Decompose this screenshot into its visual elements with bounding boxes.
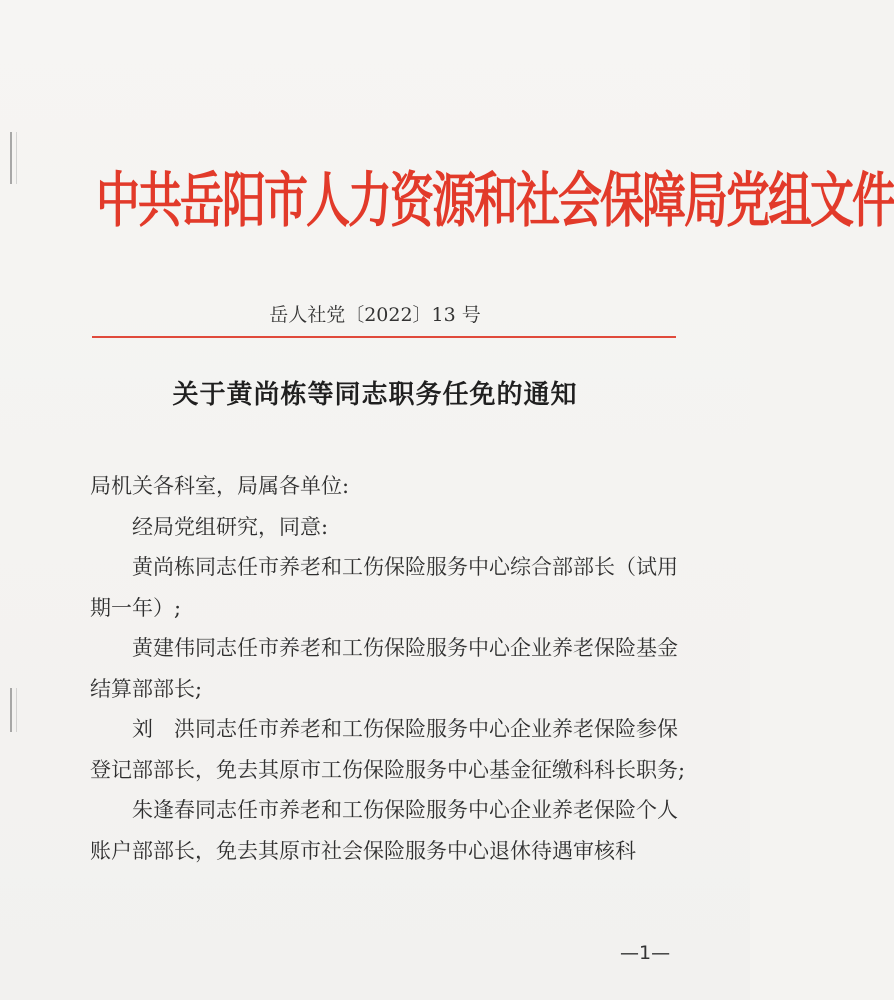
body-paragraph: 朱逢春同志任市养老和工伤保险服务中心企业养老保险个人账户部部长，免去其原市社会保险服务中心退休待遇审核科 [90,798,678,863]
body-paragraph: 经局党组研究，同意: [132,514,329,539]
page-number: —1— [620,942,671,964]
binding-staple-mark [10,688,17,732]
document-header-title: 中共岳阳市人力资源和社会保障局党组文件 [96,166,894,236]
body-paragraph: 黄尚栋同志任市养老和工伤保险服务中心综合部部长（试用期一年）; [90,555,678,620]
recipients-line: 局机关各科室，局属各单位: [90,474,350,498]
binding-staple-mark [10,132,17,184]
document-number: 岳人社党〔2022〕13 号 [269,304,481,326]
document-body [90,466,690,871]
notice-title: 关于黄尚栋等同志职务任免的通知 [172,380,578,410]
body-paragraph: 刘 洪同志任市养老和工伤保险服务中心企业养老保险参保登记部部长，免去其原市工伤保险服务中心基金征缴科科长职务; [90,717,686,782]
body-paragraph: 黄建伟同志任市养老和工伤保险服务中心企业养老保险基金结算部部长; [90,636,678,701]
red-divider-line [92,336,676,338]
